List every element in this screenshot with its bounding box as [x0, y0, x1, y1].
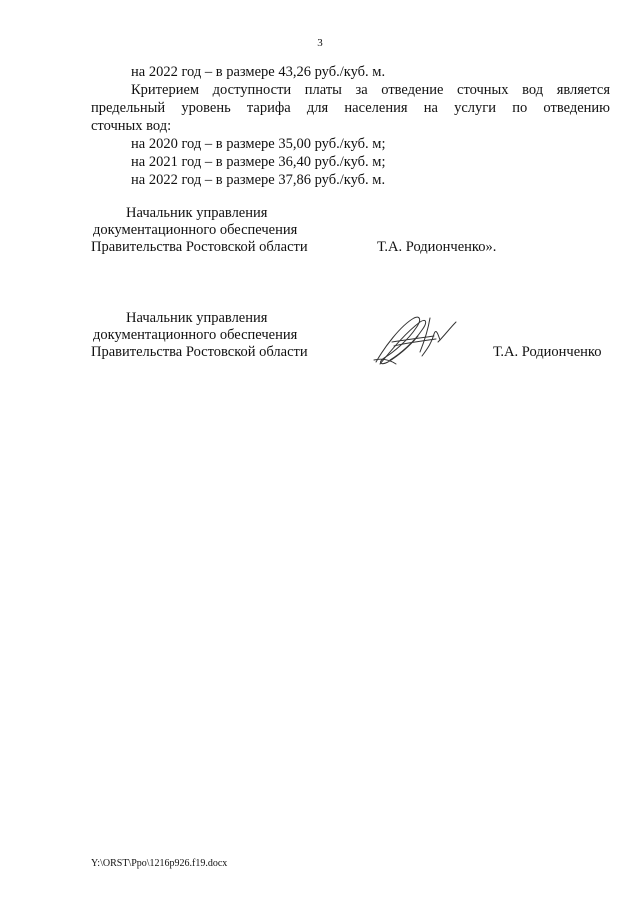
- tariff-line-2022-water: на 2022 год – в размере 43,26 руб./куб. м.: [131, 64, 386, 80]
- sig1-title-line-1: Начальник управления: [126, 205, 268, 221]
- tariff-line-2021: на 2021 год – в размере 36,40 руб./куб. м;: [131, 154, 386, 170]
- sig1-title-line-2: документационного обеспечения: [93, 222, 298, 238]
- tariff-line-2022: на 2022 год – в размере 37,86 руб./куб. м.: [131, 172, 386, 188]
- criterion-line-2: предельный уровень тарифа для населения на услуги по отведению: [91, 100, 610, 116]
- criterion-paragraph: [91, 81, 610, 117]
- sig2-name: Т.А. Родионченко: [493, 344, 602, 360]
- sig2-title-line-2: документационного обеспечения: [93, 327, 298, 343]
- tariff-line-2020: на 2020 год – в размере 35,00 руб./куб. м;: [131, 136, 386, 152]
- sig1-name: Т.А. Родионченко».: [377, 239, 497, 255]
- criterion-line-3: сточных вод:: [91, 118, 172, 134]
- sig1-title-line-3: Правительства Ростовской области: [91, 239, 308, 255]
- sig2-title-line-3: Правительства Ростовской области: [91, 344, 308, 360]
- handwritten-signature: [370, 312, 462, 368]
- page-number: 3: [317, 37, 323, 49]
- footer-file-path: Y:\ORST\Ppo\1216p926.f19.docx: [91, 858, 228, 869]
- criterion-line-1: Критерием доступности платы за отведение сточных вод является: [131, 82, 610, 98]
- sig2-title-line-1: Начальник управления: [126, 310, 268, 326]
